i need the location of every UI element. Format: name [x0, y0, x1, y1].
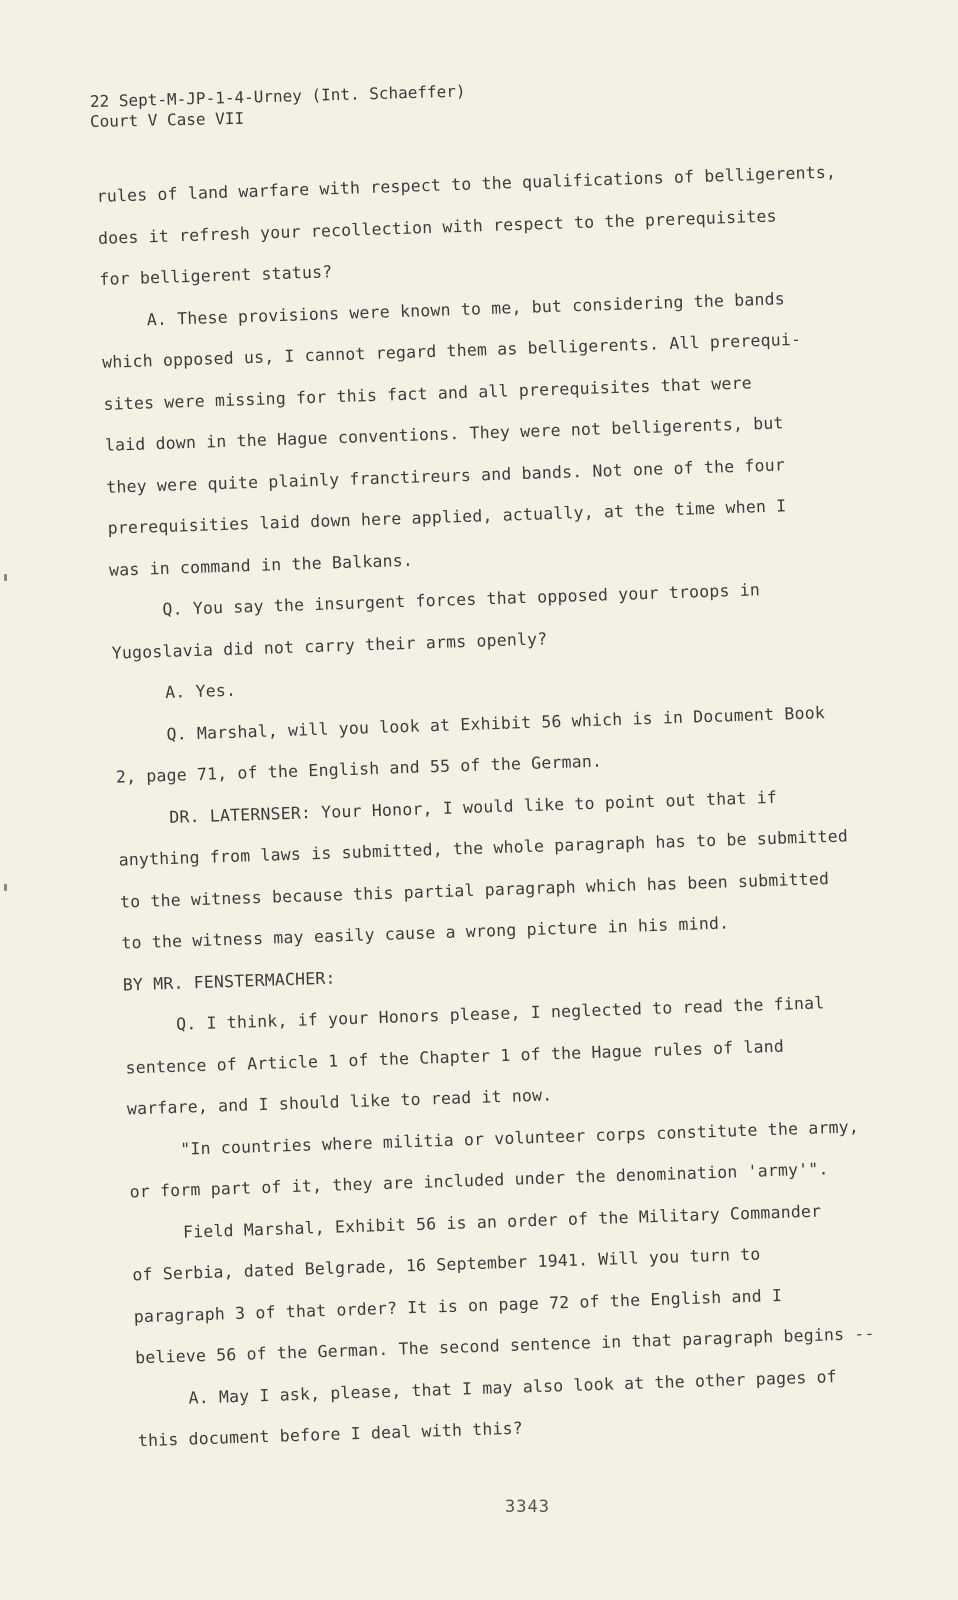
header-reference-line: 22 Sept-M-JP-1-4-Urney (Int. Schaeffer)	[89, 81, 466, 111]
text-line: for belligerent status?	[99, 262, 333, 289]
header-court-case-line: Court V Case VII	[89, 108, 245, 131]
text-line: A. Yes.	[164, 680, 237, 702]
text-line: they were quite plainly franctireurs and bands. Not one of the four	[105, 454, 786, 497]
text-line: laid down in the Hague conventions. They were not belligerents, but	[104, 413, 784, 455]
text-line: which opposed us, I cannot regard them as belligerents. All prerequi-	[101, 329, 802, 372]
text-line: DR. LATERNSER: Your Honor, I would like to point out that if	[168, 787, 778, 827]
text-line: Q. You say the insurgent forces that opposed your troops in	[162, 580, 761, 620]
text-line: Field Marshal, Exhibit 56 is an order of the Military Commander	[182, 1201, 822, 1242]
text-line: BY MR. FENSTERMACHER:	[122, 968, 336, 995]
text-line: to the witness because this partial paragraph which has been submitted	[119, 868, 830, 912]
text-line: or form part of it, they are included under the denomination 'army'".	[129, 1159, 829, 1202]
text-line: "In countries where militia or volunteer corps constitute the army,	[179, 1116, 860, 1159]
text-line: A. May I ask, please, that I may also look at the other pages of	[188, 1366, 838, 1408]
text-line: prerequisities laid down here applied, actually, at the time when I	[107, 496, 787, 538]
text-line: sites were missing for this fact and all prerequisites that were	[103, 372, 753, 414]
transcript-body	[96, 150, 928, 1462]
text-line: does it refresh your recollection with respect to the prerequisites	[97, 205, 777, 248]
text-line: was in command in the Balkans.	[108, 550, 414, 580]
text-line: paragraph 3 of that order? It is on page 72 of the English and I	[133, 1285, 783, 1326]
text-line: this document before I deal with this?	[137, 1418, 524, 1451]
text-line: of Serbia, dated Belgrade, 16 September 1941. Will you turn to	[132, 1244, 761, 1285]
text-line: 2, page 71, of the English and 55 of the German.	[115, 751, 603, 787]
punch-hole-mark	[4, 574, 7, 581]
text-line: Yugoslavia did not carry their arms openly?	[111, 628, 548, 663]
page-number: 3343	[505, 1497, 550, 1517]
document-header	[89, 81, 466, 132]
text-line: Q. I think, if your Honors please, I neglected to read the final	[175, 993, 825, 1034]
text-line: to the witness may easily cause a wrong picture in his mind.	[121, 913, 730, 953]
text-line: Q. Marshal, will you look at Exhibit 56 which is in Document Book	[166, 702, 826, 744]
text-line: A. These provisions were known to me, but considering the bands	[146, 288, 786, 329]
punch-hole-mark	[4, 884, 7, 891]
text-line: rules of land warfare with respect to the qualifications of belligerents,	[96, 162, 837, 206]
text-line: believe 56 of the German. The second sentence in that paragraph begins --	[134, 1323, 875, 1368]
text-line: warfare, and I should like to read it now.	[126, 1085, 553, 1119]
text-line: anything from laws is submitted, the whole paragraph has to be submitted	[118, 826, 849, 870]
text-line: sentence of Article 1 of the Chapter 1 of the Hague rules of land	[125, 1036, 785, 1078]
